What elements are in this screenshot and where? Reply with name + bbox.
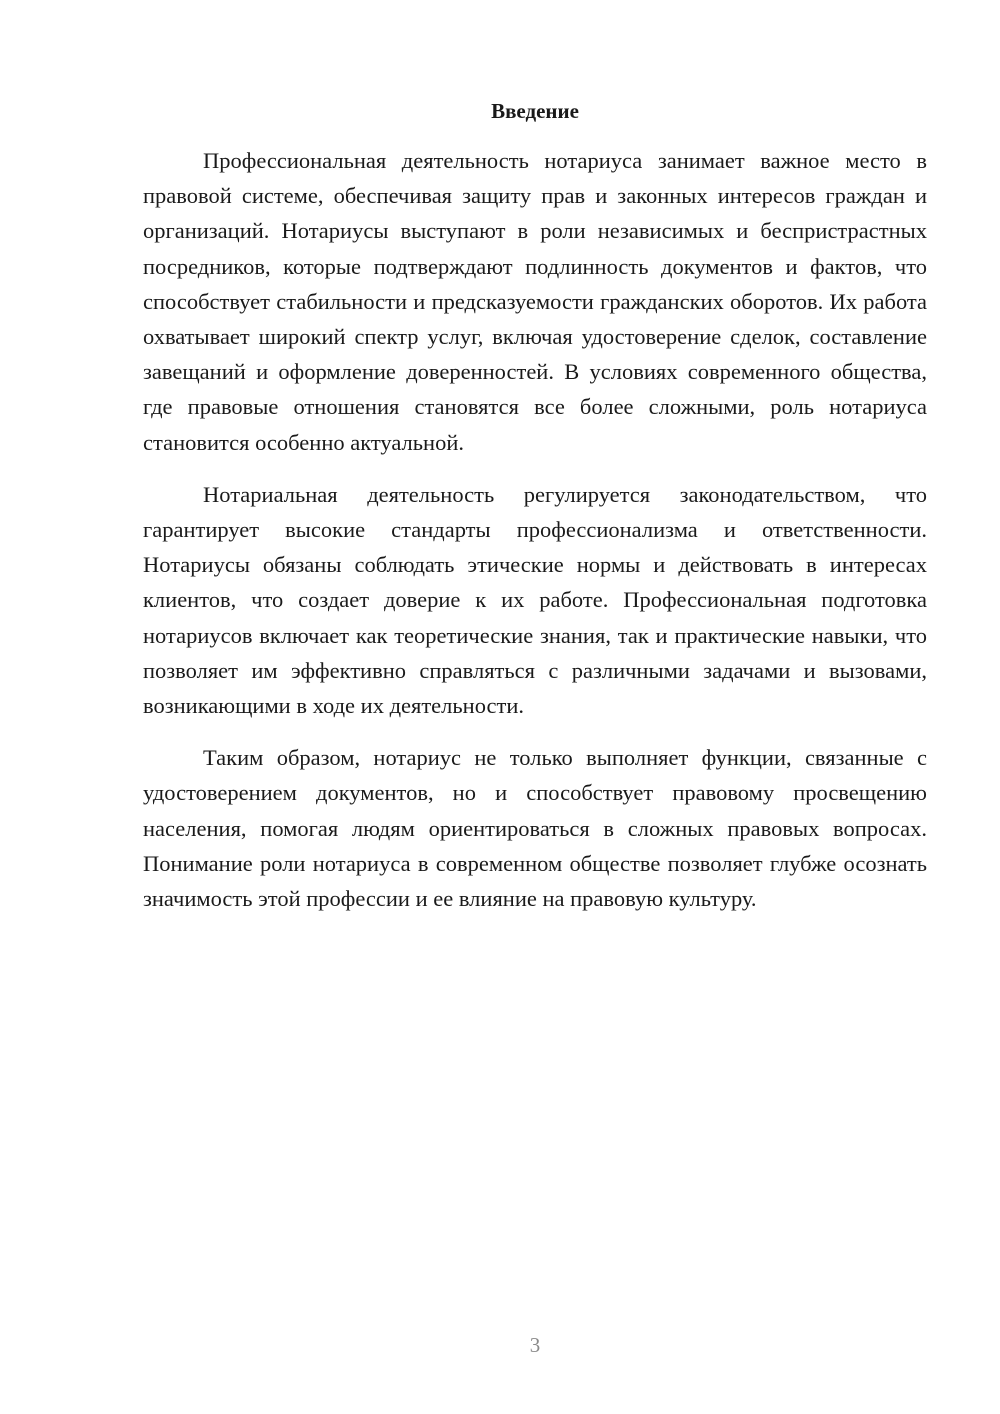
paragraph-3: Таким образом, нотариус не только выполняет функции, связанные с удостоверением документов, но и способствует правовому просвещению населения, помогая людям ориентироваться в сложных правовых вопросах. Понимание роли нотариуса в современном обществе позволяет глубже осознать значимость этой профессии и ее влияние на правовую культуру. [143,745,927,912]
paragraph-1: Профессиональная деятельность нотариуса занимает важное место в правовой системе, обеспечивая защиту прав и законных интересов граждан и организаций. Нотариусы выступают в роли независимых и беспристрастных посредников, которые подтверждают подлинность документов и фактов, что способствует стабильности и предсказуемости гражданских оборотов. Их работа охватывает широкий спектр услуг, включая удостоверение сделок, составление завещаний и оформление доверенностей. В условиях современного общества, где правовые отношения становятся все более сложными, роль нотариуса становится особенно актуальной. [143,148,927,455]
paragraph-2: Нотариальная деятельность регулируется законодательством, что гарантирует высокие стандарты профессионализма и ответственности. Нотариусы обязаны соблюдать этические нормы и действовать в интересах клиентов, что создает доверие к их работе. Профессиональная подготовка нотариусов включает как теоретические знания, так и практические навыки, что позволяет им эффективно справляться с различными задачами и вызовами, возникающими в ходе их деятельности. [143,481,927,719]
section-heading: Введение [491,99,579,123]
body-text [143,143,927,933]
page-number: 3 [529,1333,541,1357]
